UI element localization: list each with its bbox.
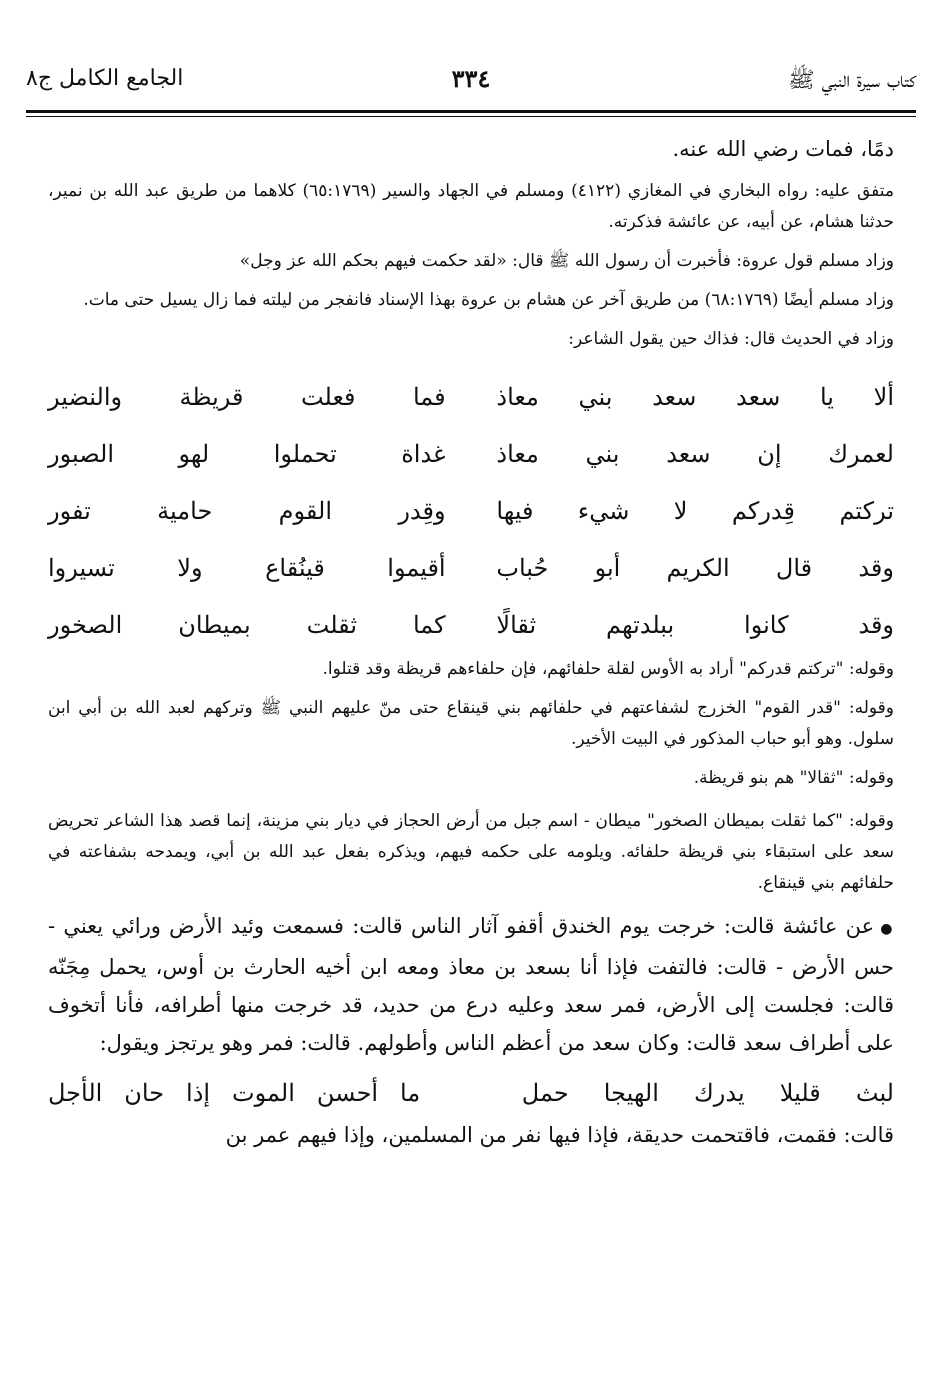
page-header bbox=[26, 60, 916, 104]
rajaz-verse bbox=[48, 1070, 894, 1116]
footnote-takhrij: متفق عليه: رواه البخاري في المغازي (٤١٢٢) ومسلم في الجهاد والسير (٦٥:١٧٦٩) كلاهما من طريق عبد الله بن نمير، حدثنا هشام، عن أبيه، عن عائشة فذكرته. bbox=[48, 181, 894, 232]
poem-verse bbox=[48, 540, 894, 597]
hadith-aisha bbox=[48, 907, 894, 1062]
hadith-text: عن عائشة قالت: خرجت يوم الخندق أقفو آثار الناس قالت: فسمعت وئيد الأرض ورائي يعني - حس الأرض - قالت: فالتفت فإذا أنا بسعد بن معاذ ومعه ابن أخيه الحارث بن أوس، يحمل مِجَنّه قالت: فجلست إلى الأرض، فمر سعد وعليه درع من حديد، قد خرجت منها أطرافه، فأنا أتخوف على أطراف سعد قالت: وكان سعد من أعظم الناس وأطولهم. قالت: فمر وهو يرتجز ويقول: bbox=[48, 914, 894, 1055]
footnote-urwa-addition: وزاد مسلم قول عروة: فأخبرت أن رسول الله ﷺ قال: «لقد حكمت فيهم بحكم الله عز وجل» bbox=[239, 251, 894, 271]
explanation-thiqalan: وقوله: "ثقالا" هم بنو قريظة. bbox=[693, 768, 894, 788]
poem-verse bbox=[48, 597, 894, 654]
verse-second-half: وقِدر القوم حامية تفور bbox=[48, 497, 446, 525]
explanation-taraktum: وقوله: "تركتم قدركم" أراد به الأوس لقلة حلفائهم، فإن حلفاءهم قريظة وقد قتلوا. bbox=[322, 659, 894, 679]
verse-second-half: غداة تحملوا لهو الصبور bbox=[48, 440, 446, 468]
volume-label: الجامع الكامل ج٨ bbox=[26, 66, 184, 91]
poem bbox=[48, 369, 894, 654]
verse-second-half: فما فعلت قريظة والنضير bbox=[48, 383, 446, 411]
poem-verse bbox=[48, 483, 894, 540]
bullet-icon: ● bbox=[880, 921, 894, 937]
poem-verse bbox=[48, 369, 894, 426]
page-number: ٣٣٤ bbox=[451, 64, 491, 93]
poem-verse bbox=[48, 426, 894, 483]
verse-first-half: تركتم قِدركم لا شيء فيها bbox=[496, 497, 894, 525]
footnote-poet-intro: وزاد في الحديث قال: فذاك حين يقول الشاعر: bbox=[568, 329, 894, 349]
verse-second-half: كما ثقلت بميطان الصخور bbox=[48, 611, 446, 639]
explanation-qidr-alqawm: وقوله: "قدر القوم" الخزرج لشفاعتهم في حلفائهم بني قينقاع حتى منّ عليهم النبي ﷺ وتركهم لعبد الله بن أبي ابن سلول. وهو أبو حباب المذكور في البيت الأخير. bbox=[48, 698, 894, 749]
verse-second-half: أقيموا قينُقاع ولا تسيروا bbox=[48, 554, 446, 582]
verse-first-half: وقد قال الكريم أبو حُباب bbox=[496, 554, 894, 582]
header-rule-thick bbox=[26, 110, 916, 113]
verse-first-half: لبث قليلا يدرك الهيجا حمل bbox=[521, 1079, 894, 1107]
explanation-maytan: وقوله: "كما ثقلت بميطان الصخور" ميطان - اسم جبل من أرض الحجاز في ديار بني مزينة، إنما قصد هذا الشاعر تحريض سعد على استبقاء بني قريظة حلفائه. ويلومه على حكمه فيهم، ويذكره بفعل عبد الله بن أبي، ويمدحه بشفاعته في حلفائهم بني قينقاع. bbox=[48, 811, 894, 893]
header-rule-thin bbox=[26, 116, 916, 117]
paragraph-opening: دمًا، فمات رضي الله عنه. bbox=[672, 137, 894, 161]
verse-first-half: ألا يا سعد سعد بني معاذ bbox=[496, 383, 894, 411]
verse-second-half: ما أحسن الموت إذا حان الأجل bbox=[48, 1079, 421, 1107]
verse-first-half: وقد كانوا ببلدتهم ثقالًا bbox=[496, 611, 894, 639]
book-title: كتاب سيرة النبي ﷺ bbox=[788, 68, 916, 93]
verse-first-half: لعمرك إن سعد بني معاذ bbox=[496, 440, 894, 468]
footnote-muslim-addition: وزاد مسلم أيضًا (٦٨:١٧٦٩) من طريق آخر عن هشام بن عروة بهذا الإسناد فانفجر من ليلته فما زال يسيل حتى مات. bbox=[83, 290, 894, 310]
page-body bbox=[48, 130, 894, 1154]
paragraph-closing: قالت: فقمت، فاقتحمت حديقة، فإذا فيها نفر من المسلمين، وإذا فيهم عمر بن bbox=[225, 1123, 894, 1147]
